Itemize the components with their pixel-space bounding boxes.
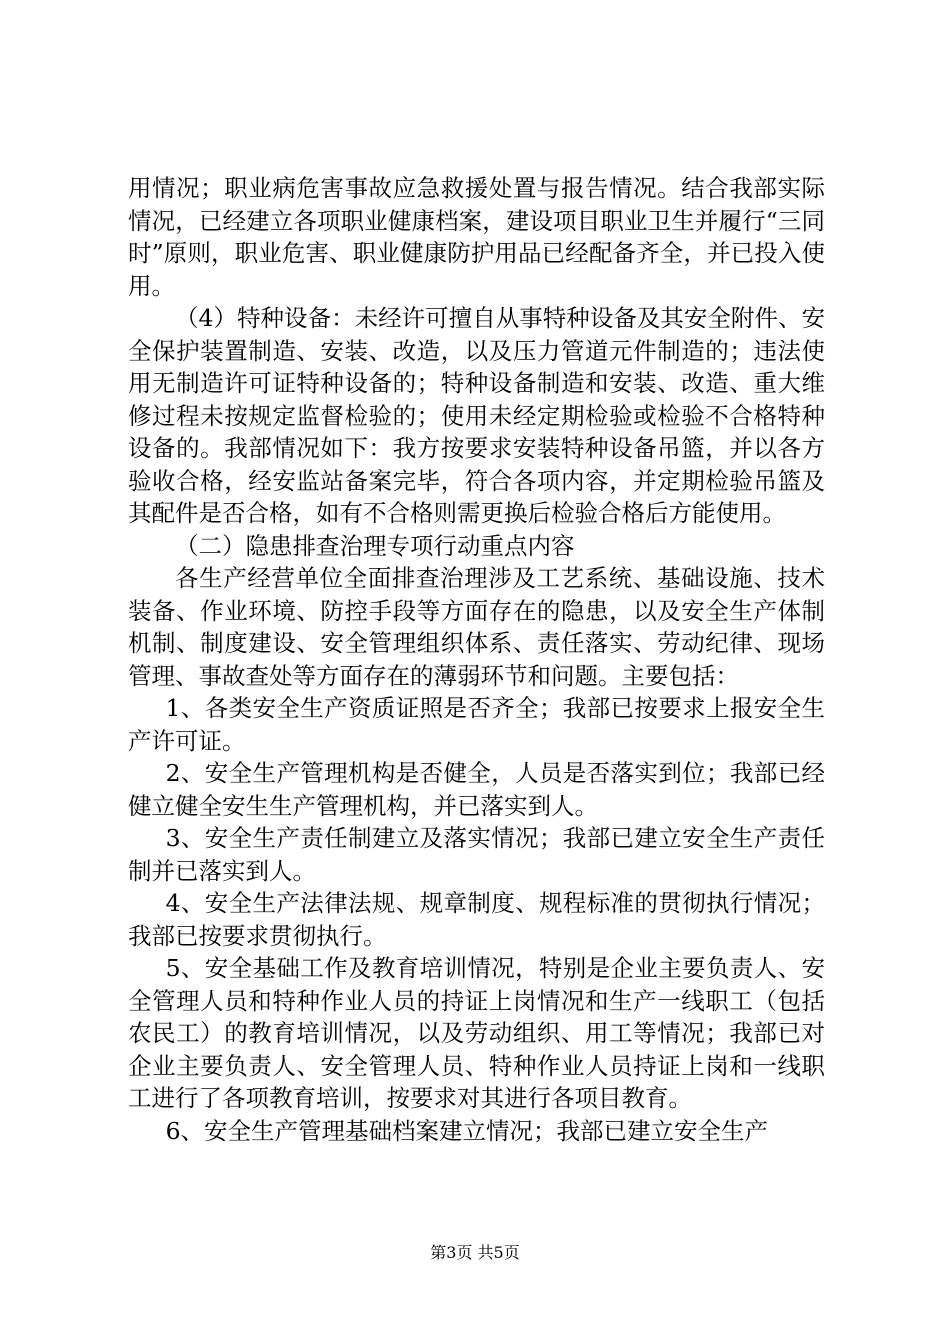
- paragraph-continuation: 用情况；职业病危害事故应急救援处置与报告情况。结合我部实际情况，已经建立各项职业健康档案，建设项目职业卫生并履行“三同时”原则，职业危害、职业健康防护用品已经配备齐全，并已投入使用。: [128, 174, 825, 300]
- section-heading: （二）隐患排查治理专项行动重点内容: [175, 531, 575, 560]
- list-item: 5、安全基础工作及教育培训情况，特别是企业主要负责人、安全管理人员和特种作业人员的持证上岗情况和生产一线职工（包括农民工）的教育培训情况，以及劳动组织、用工等情况；我部已对企业主要负责人、安全管理人员、特种作业人员持证上岗和一线职工进行了各项教育培训，按要求对其进行各项目教育。: [128, 954, 825, 1112]
- list-item: 2、安全生产管理机构是否健全，人员是否落实到位；我部已经健立健全安生生产管理机构，并已落实到人。: [128, 759, 825, 820]
- paragraph-intro: 各生产经营单位全面排查治理涉及工艺系统、基础设施、技术装备、作业环境、防控手段等方面存在的隐患，以及安全生产体制机制、制度建设、安全管理组织体系、责任落实、劳动纪律、现场管理、事故查处等方面存在的薄弱环节和问题。主要包括：: [128, 564, 825, 690]
- page-footer: 第3页 共5页: [430, 1243, 520, 1262]
- list-item: 1、各类安全生产资质证照是否齐全；我部已按要求上报安全生产许可证。: [128, 694, 825, 755]
- list-item: 3、安全生产责任制建立及落实情况；我部已建立安全生产责任制并已落实到人。: [128, 824, 825, 885]
- list-item: 6、安全生产管理基础档案建立情况；我部已建立安全生产: [165, 1116, 769, 1145]
- list-item: 4、安全生产法律法规、规章制度、规程标准的贯彻执行情况；我部已按要求贯彻执行。: [128, 889, 825, 950]
- paragraph-special-equipment: （4）特种设备：未经许可擅自从事特种设备及其安全附件、安全保护装置制造、安装、改造，以及压力管道元件制造的；违法使用无制造许可证特种设备的；特种设备制造和安装、改造、重大维修过程未按规定监督检验的；使用未经定期检验或检验不合格特种设备的。我部情况如下：我方按要求安装特种设备吊篮，并以各方验收合格，经安监站备案完毕，符合各项内容，并定期检验吊篮及其配件是否合格，如有不合格则需更换后检验合格后方能使用。: [128, 304, 825, 527]
- document-body: [128, 172, 825, 1147]
